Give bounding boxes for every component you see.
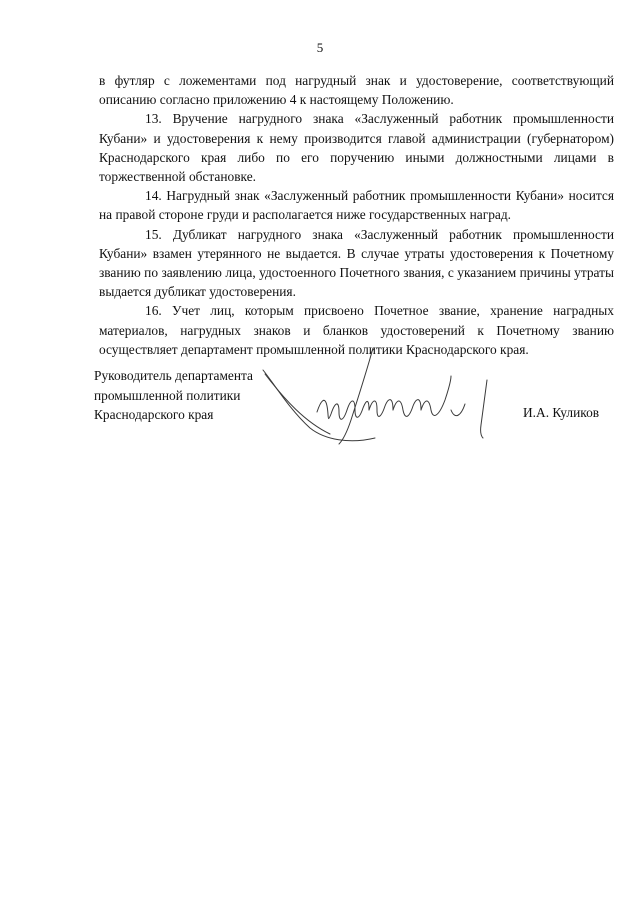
signer-title-line: промышленной политики bbox=[94, 387, 241, 403]
handwritten-signature bbox=[255, 340, 505, 455]
paragraph-16: 16. Учет лиц, которым присвоено Почетное звание, хранение наградных материалов, нагрудных знаков и бланков удостоверений к Почетному званию осуществляет департамент промышленной политики Краснодарского края. bbox=[99, 303, 614, 357]
paragraph-15: 15. Дубликат нагрудного знака «Заслуженный работник промышленности Кубани» взамен утерянного не выдается. В случае утраты удостоверения к Почетному званию по заявлению лица, удостоенного Почетного звания, с указанием причины утраты выдается дубликат удостоверения. bbox=[99, 226, 614, 300]
signer-name: И.А. Куликов bbox=[523, 405, 600, 420]
paragraph-14: 14. Нагрудный знак «Заслуженный работник промышленности Кубани» носится на правой стороне груди и располагается ниже государственных наград. bbox=[99, 188, 614, 223]
paragraph-13: 13. Вручение нагрудного знака «Заслуженный работник промышленности Кубани» и удостоверения к нему производится главой администрации (губернатором) Краснодарского края либо по его поручению иными должностными лицами в торжественной обстановке. bbox=[99, 111, 614, 185]
signer-title-line: Краснодарского края bbox=[94, 407, 214, 423]
signer-title-block bbox=[94, 366, 253, 425]
page-number: 5 bbox=[316, 40, 324, 55]
signer-title-line: Руководитель департамента bbox=[94, 368, 253, 383]
document-body bbox=[99, 71, 614, 359]
paragraph-continuation: в футляр с ложементами под нагрудный знак и удостоверение, соответствующий описанию согласно приложению 4 к настоящему Положению. bbox=[99, 73, 614, 108]
